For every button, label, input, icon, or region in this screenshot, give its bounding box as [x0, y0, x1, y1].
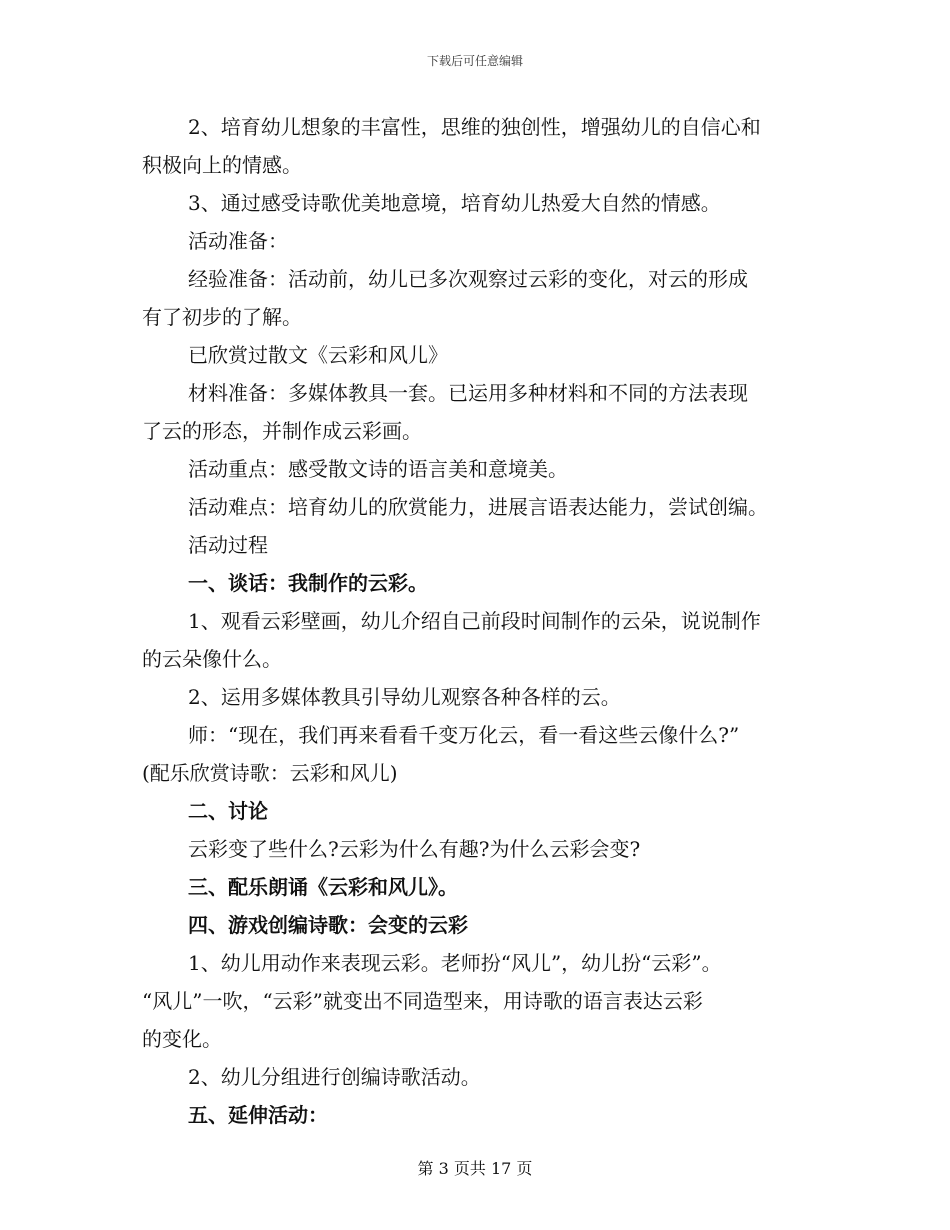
- section-heading: 二、讨论: [188, 799, 268, 823]
- paragraph-line: 师：“现在，我们再来看看千变万化云，看一看这些云像什么?”: [188, 723, 740, 747]
- paragraph-line: 有了初步的了解。: [142, 305, 302, 329]
- paragraph-line: 材料准备：多媒体教具一套。已运用多种材料和不同的方法表现: [188, 381, 748, 405]
- paragraph-line: 已欣赏过散文《云彩和风儿》: [188, 343, 448, 367]
- section-heading: 五、延伸活动：: [188, 1103, 328, 1127]
- paragraph-line: “风儿”一吹，“云彩”就变出不同造型来，用诗歌的语言表达云彩: [142, 989, 703, 1013]
- paragraph-line: 1、观看云彩壁画，幼儿介绍自己前段时间制作的云朵，说说制作: [188, 609, 761, 633]
- paragraph-line: 活动重点：感受散文诗的语言美和意境美。: [188, 457, 568, 481]
- section-heading: 一、谈话：我制作的云彩。: [188, 571, 428, 595]
- document-body: [142, 108, 810, 1134]
- paragraph-line: 活动难点：培育幼儿的欣赏能力，进展言语表达能力，尝试创编。: [188, 495, 768, 519]
- page-header: 下载后可任意编辑: [426, 54, 523, 68]
- paragraph-line: (配乐欣赏诗歌：云彩和风儿): [142, 761, 398, 785]
- paragraph-line: 的云朵像什么。: [142, 647, 282, 671]
- paragraph-line: 1、幼儿用动作来表现云彩。老师扮“风儿”，幼儿扮“云彩”。: [188, 951, 722, 975]
- paragraph-line: 云彩变了些什么?云彩为什么有趣?为什么云彩会变?: [188, 837, 641, 861]
- paragraph-line: 经验准备：活动前，幼儿已多次观察过云彩的变化，对云的形成: [188, 267, 748, 291]
- section-heading: 三、配乐朗诵《云彩和风儿》。: [188, 875, 458, 899]
- section-heading: 四、游戏创编诗歌：会变的云彩: [188, 913, 468, 937]
- paragraph-line: 活动过程: [188, 533, 268, 557]
- paragraph-line: 3、通过感受诗歌优美地意境，培育幼儿热爱大自然的情感。: [188, 191, 721, 215]
- paragraph-line: 活动准备：: [188, 229, 288, 253]
- paragraph-line: 了云的形态，并制作成云彩画。: [142, 419, 422, 443]
- paragraph-line: 2、培育幼儿想象的丰富性，思维的独创性，增强幼儿的自信心和: [188, 115, 761, 139]
- page-footer: 第 3 页共 17 页: [417, 1159, 533, 1178]
- paragraph-line: 2、幼儿分组进行创编诗歌活动。: [188, 1065, 481, 1089]
- paragraph-line: 2、运用多媒体教具引导幼儿观察各种各样的云。: [188, 685, 621, 709]
- paragraph-line: 积极向上的情感。: [142, 153, 302, 177]
- paragraph-line: 的变化。: [142, 1027, 222, 1051]
